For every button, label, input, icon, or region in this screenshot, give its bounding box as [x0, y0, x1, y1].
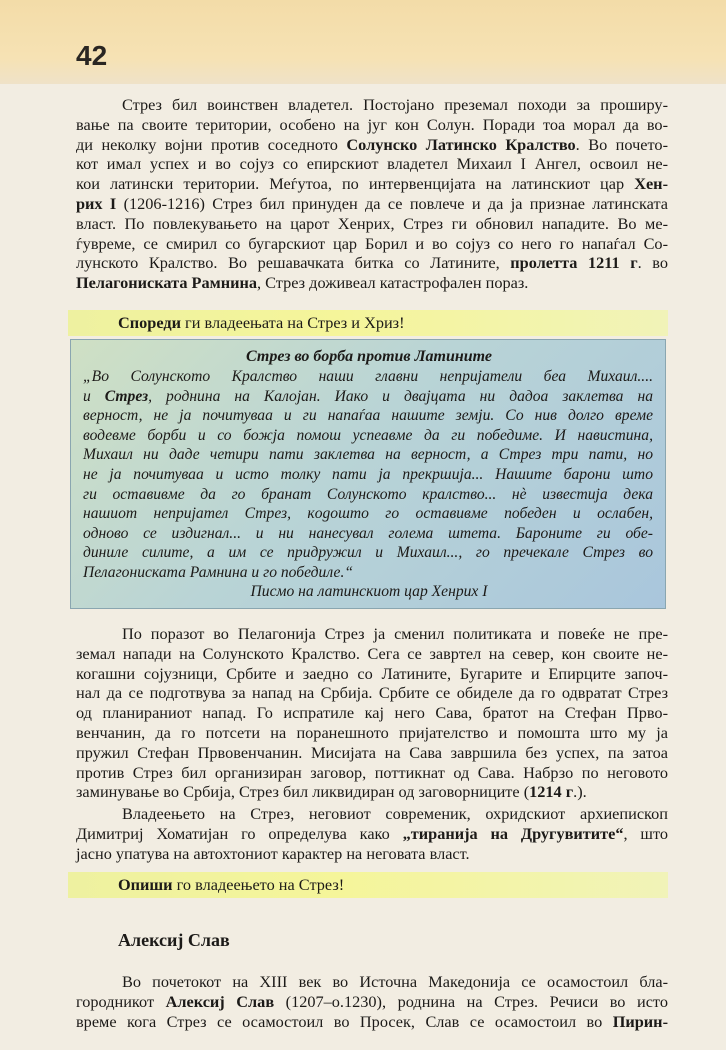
quote-line: одново се издигнал... и ни нанесувал голема штета. Бароните ги обе- [83, 524, 653, 542]
term-1214: 1214 г [529, 782, 574, 802]
term-henry: Хен- [634, 174, 668, 194]
quote-line: нашиот непријател Стрез, кogошто го оставивме победен и ослабен, [83, 505, 653, 523]
source-quote-box [70, 339, 666, 609]
quote-line: и Стрез, роднина на Калојан. Иако и двајцата ни дадоа заклетва на [83, 387, 653, 405]
text-line: когашни сојузници, Србите и заедно со Латините, Бугарите и Епирците започ- [76, 663, 668, 683]
section-heading: Алексиј Слав [118, 930, 230, 950]
quote-text [83, 367, 653, 583]
page-header-band [0, 0, 726, 84]
task-describe-text: го владеењето на Стрез! [172, 875, 345, 894]
quote-line: диниле силите, а им се придружил и Михаил..., го пречекале Стрез во [83, 544, 653, 562]
quote-line: верност, не ја почитуваа и ги напаѓаа нашите земји. Со нив долго време [83, 407, 653, 425]
term-latin-kingdom: Солунско Латинско Кралство [346, 134, 576, 154]
text-line: ѓувреме, се смирил со бугарскиот цар Борил и во сојуз со него го напаѓал Со- [76, 233, 668, 253]
paragraph-strez-wars [76, 95, 668, 293]
text-line: нал да се подготвува за напад на Србија. Србите се обиделе да го одвратат Стрез [76, 683, 668, 703]
text-line: лунското Кралство. Во решавачката битка со Латините, пролетта 1211 г. во [76, 253, 668, 273]
task-describe [68, 872, 668, 898]
quote-title: Стрез во борба против Латините [246, 348, 492, 365]
quote-line: „Во Солунското Кралство наши главни непријатели беа Михаил.... [83, 368, 653, 385]
text-line: Владеењето на Стрез, неговиот современик, охридскиот архиепископ [122, 804, 668, 823]
text-line: против Стрез бил организиран заговор, поттикнат од Сава. Набрзо по неговото [76, 762, 668, 782]
task-compare-verb: Спореди [118, 313, 181, 332]
page-number: 42 [76, 40, 108, 71]
quote-line: Пелагониската Рамнина и го победиле.“ [83, 563, 354, 581]
text-line: земал напади на Солунското Кралство. Сега се завртел на север, кон своите не- [76, 643, 668, 663]
quote-line: Михаил ни даде четири пати заклетва на верност, а Стрез три пати, но [83, 446, 653, 464]
text-line: од планираниот напад. Го испратиле кај него Сава, братот на Стефан Прво- [76, 703, 668, 723]
text-line: заминување во Србија, Стрез бил ликвидиран од заговорниците (1214 г.). [76, 782, 587, 802]
text-line: пружил Стефан Првовенчанин. Мисијата на Сава завршила без успех, па затоа [76, 742, 668, 762]
text-line: Стрез бил воинствен владетел. Постојано преземал походи за проширу- [122, 95, 668, 114]
term-pirin: Пирин- [612, 1011, 668, 1031]
task-compare [68, 310, 668, 336]
quote-line: ги оставивме да го бранат Солунското кралство... нè известија дека [83, 485, 653, 503]
paragraph-after-defeat [76, 624, 668, 802]
task-describe-verb: Опиши [118, 875, 173, 894]
text-line: вање па своите територии, особено на југ кон Солун. Поради тоа морал да во- [76, 114, 668, 134]
text-line: јасно упатува на автохтониот карактер на неговата власт. [76, 843, 470, 863]
term-tyranny: „тиранија на Другувитите“ [402, 823, 624, 843]
quote-line: не ја почитуваа и исто толку пати ја прекршија... Нашите барони што [83, 465, 653, 483]
text-line: власт. По повлекувањето на царот Хенрих, Стрез ги обновил нападите. Во ме- [76, 213, 668, 233]
text-line: кот имал успех и во сојуз со епирскиот владетел Михаил I Ангел, освоил не- [76, 154, 668, 174]
term-aleksij-slav: Алексиј Слав [165, 991, 275, 1011]
term-spring-1211: пролетта 1211 г [510, 253, 638, 273]
text-line: рих I (1206-1216) Стрез бил принуден да се повлече и да ја признае латинската [76, 193, 668, 213]
text-line: городникот Алексиј Слав (1207–о.1230), роднина на Стрез. Речиси во исто [76, 991, 668, 1011]
text-line: ди неколку војни против соседното Солунско Латинско Кралство. Во почето- [76, 134, 668, 154]
paragraph-tyranny [76, 804, 668, 863]
term-pelagonian-plain: Пелагониската Рамнина [76, 273, 258, 293]
paragraph-aleksij-slav [76, 972, 668, 1031]
text-line: Пелагониската Рамнина, Стрез доживеал катастрофален пораз. [76, 273, 529, 293]
text-line: кои латински територии. Меѓутоа, по интервенцијата на латинскиот цар Хен- [76, 174, 668, 194]
quote-line: водевме борби и со божја помош успеавме да ги победиме. И навистина, [83, 426, 653, 444]
quote-source: Писмо на латинскиот цар Хенрих I [250, 583, 488, 600]
text-line: време кога Стрез се осамостоил во Просек, Слав се осамостоил во Пирин- [76, 1011, 668, 1031]
text-line: Димитриј Хоматијан го определува како „тиранија на Другувитите“, што [76, 823, 669, 843]
task-compare-text: ги владеењата на Стрез и Хриз! [180, 313, 405, 332]
text-line: По поразот во Пелагонија Стрез ја сменил политиката и повеќе не пре- [122, 624, 668, 643]
text-line: Во почетокот на XIII век во Источна Македонија се осамостоил бла- [122, 972, 668, 991]
text-line: венчанин, да го потсети на поранешното пријателство и помошта што му ја [76, 722, 668, 742]
